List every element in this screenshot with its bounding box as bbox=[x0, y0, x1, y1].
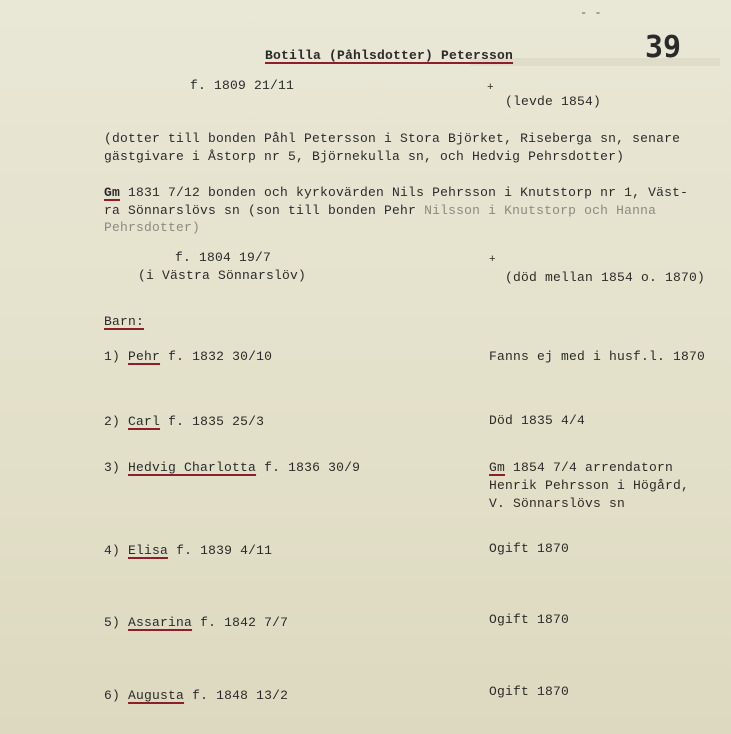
child-note: Ogift 1870 bbox=[489, 684, 570, 699]
child-name: Assarina bbox=[128, 615, 193, 630]
child-birth: f. 1836 30/9 bbox=[264, 460, 361, 475]
child-note: Ogift 1870 bbox=[489, 541, 570, 556]
children-heading: Barn: bbox=[104, 314, 145, 329]
child-birth: f. 1839 4/11 bbox=[176, 543, 273, 558]
child-number: 6) bbox=[104, 688, 121, 703]
parents-line-2: gästgivare i Åstorp nr 5, Björnekulla sn, och Hedvig Pehrsdotter) bbox=[104, 149, 625, 164]
marriage-line-3: Pehrsdotter) bbox=[104, 220, 201, 235]
child-name: Augusta bbox=[128, 688, 185, 703]
spouse-death-note: (död mellan 1854 o. 1870) bbox=[505, 270, 706, 285]
spouse-birth: f. 1804 19/7 bbox=[175, 250, 272, 265]
spouse-death-symbol: + bbox=[489, 254, 496, 266]
child-row bbox=[104, 414, 264, 430]
child-note-line-2: Henrik Pehrsson i Högård, bbox=[489, 478, 690, 493]
child-number: 3) bbox=[104, 460, 121, 475]
person-birth: f. 1809 21/11 bbox=[190, 78, 295, 93]
child-row bbox=[104, 460, 360, 476]
child-birth: f. 1832 30/10 bbox=[168, 349, 273, 364]
child-note-gm-label: Gm bbox=[489, 460, 506, 475]
child-note: Fanns ej med i husf.l. 1870 bbox=[489, 349, 706, 364]
child-row bbox=[104, 688, 288, 704]
marriage-line-2-text: ra Sönnarslövs sn (son till bonden Pehr bbox=[104, 203, 425, 218]
marriage-line-2 bbox=[104, 203, 656, 219]
child-number: 5) bbox=[104, 615, 121, 630]
child-note-line-3: V. Sönnarslövs sn bbox=[489, 496, 626, 511]
child-name: Pehr bbox=[128, 349, 161, 364]
child-note: Död 1835 4/4 bbox=[489, 413, 586, 428]
child-note: Ogift 1870 bbox=[489, 612, 570, 627]
marriage-line-2-faint: Nilsson i Knutstorp och Hanna bbox=[424, 203, 657, 218]
person-name: Botilla (Påhlsdotter) Petersson bbox=[265, 48, 514, 63]
child-birth: f. 1842 7/7 bbox=[200, 615, 289, 630]
child-birth: f. 1848 13/2 bbox=[192, 688, 289, 703]
child-number: 1) bbox=[104, 349, 121, 364]
child-name: Hedvig Charlotta bbox=[128, 460, 257, 475]
marriage-gm-label: Gm bbox=[104, 185, 121, 200]
person-death-note: (levde 1854) bbox=[505, 94, 602, 109]
top-mark: - - bbox=[580, 6, 602, 20]
child-name: Elisa bbox=[128, 543, 169, 558]
person-death-symbol: + bbox=[487, 82, 494, 94]
child-note-text: 1854 7/4 arrendatorn bbox=[505, 460, 674, 475]
child-number: 4) bbox=[104, 543, 121, 558]
child-row bbox=[104, 543, 272, 559]
page-number: 39 bbox=[645, 30, 682, 65]
child-note bbox=[489, 460, 673, 476]
child-number: 2) bbox=[104, 414, 121, 429]
marriage-line-1 bbox=[104, 185, 688, 201]
child-birth: f. 1835 25/3 bbox=[168, 414, 265, 429]
child-row bbox=[104, 349, 272, 365]
spouse-birthplace: (i Västra Sönnarslöv) bbox=[138, 268, 307, 283]
parents-line-1: (dotter till bonden Påhl Petersson i Stora Björket, Riseberga sn, senare bbox=[104, 131, 681, 146]
marriage-line-1-text: 1831 7/12 bonden och kyrkovärden Nils Pehrsson i Knutstorp nr 1, Väst- bbox=[120, 185, 689, 200]
child-row bbox=[104, 615, 288, 631]
child-name: Carl bbox=[128, 414, 161, 429]
